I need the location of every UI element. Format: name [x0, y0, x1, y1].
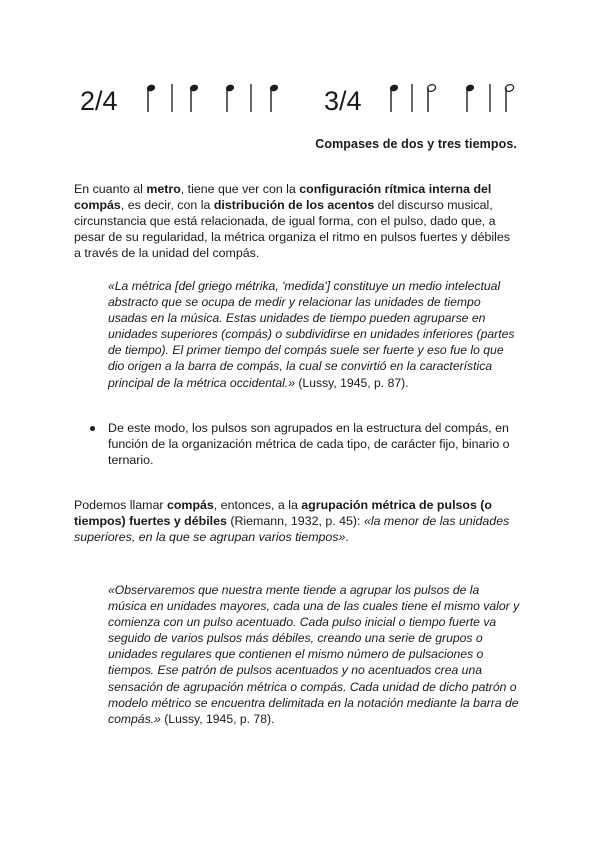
half-note: [426, 84, 436, 112]
quote-citation: (Lussy, 1945, p. 87).: [294, 375, 409, 390]
term-compas: compás: [166, 498, 214, 512]
time-signature-3-4: 3/4: [324, 86, 362, 116]
block-quote-2: [108, 582, 520, 727]
quote-citation: (Lussy, 1945, p. 78).: [160, 711, 275, 726]
term-metro: metro: [146, 182, 181, 196]
term-configuracion: configuración rítmica interna del compás: [74, 182, 492, 213]
half-note: [504, 84, 514, 112]
note: [189, 84, 199, 112]
figure-caption: Compases de dos y tres tiempos.: [315, 137, 517, 151]
quote-text: «La métrica [del griego métrika, 'medida'] constituye un medio intelectual abstracto que se ocupa de medir y relacionar las unidades de tiempo usadas en la música. Estas unidades de tiempo pueden agruparse en unidades superiores (compás) o subdividirse en unidades inferiores (partes de tiempo). El primer tiempo del compás suele ser fuerte y eso fue lo que dio origen a la barra de compás, la cual se convirtió en la característica principal de la métrica occidental.»: [108, 279, 515, 390]
paragraph-compas: Podemos llamar compás, entonces, a la agrupación métrica de pulsos (o tiempos) fuertes y débiles (Riemann, 1932, p. 45): «la menor de las unidades superiores, en la que se agrupan varios tiempos».: [74, 498, 510, 545]
block-quote-1: [108, 278, 520, 391]
inline-quote: «la menor de las unidades superiores, en la que se agrupan varios tiempos»: [74, 514, 510, 545]
note: [465, 84, 475, 112]
time-signature-2-4: 2/4: [80, 86, 118, 116]
note: [225, 84, 235, 112]
note: [146, 84, 156, 112]
term-agrupacion: agrupación métrica de pulsos (o tiempos) fuertes y débiles: [74, 498, 492, 529]
list-item-text: De este modo, los pulsos son agrupados en la estructura del compás, en función de la organización métrica de cada tipo, de carácter fijo, binario o ternario.: [108, 421, 510, 468]
rhythm-figure: [78, 70, 538, 130]
note: [269, 84, 279, 112]
term-distribucion: distribución de los acentos: [213, 198, 375, 213]
paragraph-metro: En cuanto al metro, tiene que ver con la configuración rítmica interna del compás, es decir, con la distribución de los acentos del discurso musical, circunstancia que está relacionada, de igual forma, con el pulso, dado que, a pesar de su regularidad, la métrica organiza el ritmo en pulsos fuertes y débiles a través de la unidad del compás.: [74, 182, 510, 261]
list-item: [90, 420, 514, 468]
quote-text: «Observaremos que nuestra mente tiende a agrupar los pulsos de la música en unidades mayores, cada una de las cuales tiene el mismo valor y comienza con un pulso acentuado. Cada pulso inicial o tiempo fuerte va seguido de varios pulsos más débiles, creando una serie de grupos o unidades regulares que contienen el mismo número de pulsaciones o tiempos. Ese patrón de pulsos acentuados y no acentuados crea una sensación de agrupación métrica o compás. Cada unidad de dicho patrón o modelo métrico se encuentra delimitada en la notación mediante la barra de compás.»: [108, 583, 520, 726]
note: [389, 84, 399, 112]
bullet-icon: [90, 426, 95, 431]
